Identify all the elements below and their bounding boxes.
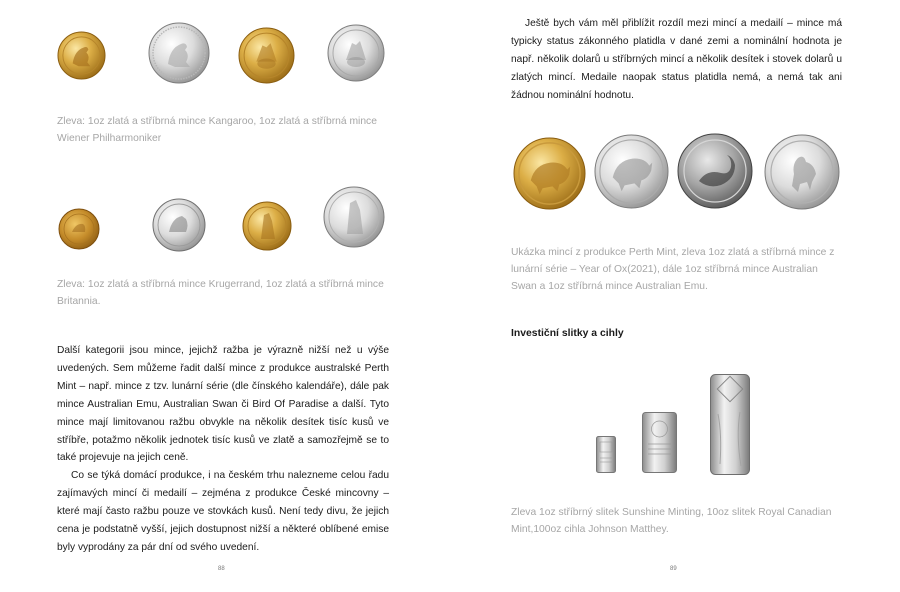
- silver-ox-coin: [594, 134, 669, 209]
- silver-bar-1oz: [596, 436, 616, 473]
- silver-philharmonic-coin: [327, 24, 385, 82]
- paragraph: Co se týká domácí produkce, i na českém trhu nalezneme celou řadu zajímavých mincí či medailí – zejména z produkce České mincovny – které mají často ražbu pouze ve stovkách kusů. Není tedy divu, že jejich cena je podstatně vyšší, jejich dostupnost nižší a některé oblíbené emise byly vyprodány za pár dní od svého uvedení.: [57, 470, 389, 553]
- article-text-right: [511, 15, 842, 105]
- section-heading: Investiční slitky a cihly: [511, 328, 624, 339]
- silver-bar-10oz: [642, 412, 677, 473]
- silver-britannia-coin: [323, 186, 385, 248]
- gold-ox-coin: [513, 137, 586, 210]
- silver-bar-100oz: [710, 374, 750, 475]
- coins-caption-2: Zleva: 1oz zlatá a stříbrná mince Krugerrand, 1oz zlatá a stříbrná mince Britannia.: [57, 279, 384, 307]
- silver-emu-coin: [764, 134, 840, 210]
- gold-britannia-coin: [242, 201, 292, 251]
- coins-caption-1: Zleva: 1oz zlatá a stříbrná mince Kangaroo, 1oz zlatá a stříbrná mince Wiener Philharmoniker: [57, 116, 377, 144]
- silver-krugerrand-coin: [152, 198, 206, 252]
- coins-caption-3: Ukázka mincí z produkce Perth Mint, zleva 1oz zlatá a stříbrná mince z lunární série – Year of Ox(2021), dále 1oz stříbrná mince Australian Swan a 1oz stříbrná mince Australian Emu.: [511, 247, 835, 292]
- page-number: 89: [670, 566, 677, 572]
- paragraph: Další kategorii jsou mince, jejichž ražba je výrazně nižší než u výše uvedených. Sem můžeme řadit další mince z produkce australské Perth Mint – např. mince z tzv. lunární série (dle čínského kalendáře), dále pak mince Australian Emu, Australian Swan či Bird Of Paradise a další. Tyto mince mají limitovanou ražbu obvykle na několik desítek tisíc kusů ve stříbře, potažmo několik jednotek tisíc kusů ve zlatě a samozřejmě se to také projevuje na jejich ceně.: [57, 345, 389, 464]
- gold-kangaroo-coin: [57, 31, 106, 80]
- right-page: [450, 0, 900, 592]
- page-number: 88: [218, 566, 225, 572]
- paragraph: Ještě bych vám měl přiblížit rozdíl mezi mincí a medailí – mince má typicky status zákonného platidla v dané zemi a nominální hodnota je např. několik dolarů u stříbrných mincí a několik desítek i stovek dolarů u zlatých mincí. Medaile naopak status platidla nemá, a nemá tak ani žádnou nominální hodnotu.: [511, 18, 842, 101]
- gold-philharmonic-coin: [238, 27, 295, 84]
- bars-caption: Zleva 1oz stříbrný slitek Sunshine Minting, 10oz slitek Royal Canadian Mint,100oz cihla Johnson Matthey.: [511, 507, 832, 535]
- silver-swan-coin: [677, 133, 753, 209]
- gold-krugerrand-coin: [58, 208, 100, 250]
- silver-kangaroo-coin: [148, 22, 210, 84]
- article-text-left: [57, 342, 389, 557]
